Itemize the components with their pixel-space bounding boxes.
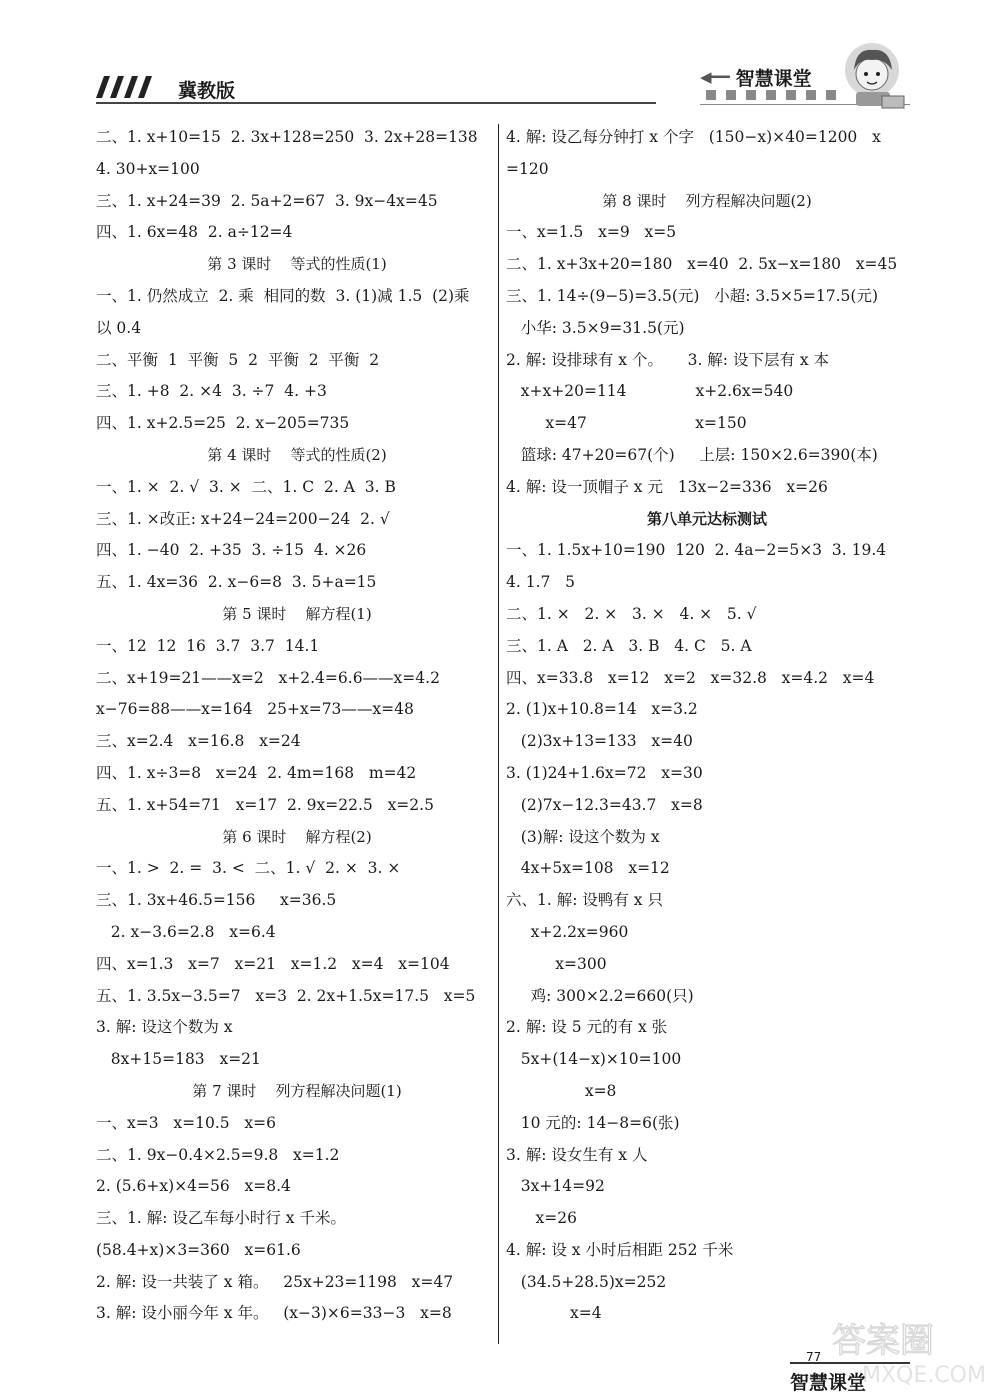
answer-line: 四、x=1.3 x=7 x=21 x=1.2 x=4 x=104 bbox=[96, 954, 450, 973]
answer-column-left bbox=[96, 122, 498, 1330]
answer-line: 四、1. x+2.5=25 2. x−205=735 bbox=[96, 414, 350, 433]
answer-line: 4. 解: 设乙每分钟打 x 个字 (150−x)×40=1200 x bbox=[506, 128, 881, 146]
watermark-text: 答案圈 bbox=[832, 1321, 934, 1361]
answer-line: 四、x=33.8 x=12 x=2 x=32.8 x=4.2 x=4 bbox=[506, 668, 875, 687]
brand-title bbox=[700, 62, 812, 92]
answer-line: 小华: 3.5×9=31.5(元) bbox=[506, 318, 685, 337]
answer-line: 一、12 12 16 3.7 3.7 14.1 bbox=[96, 636, 320, 655]
answer-line: 五、1. x+54=71 x=17 2. 9x=22.5 x=2.5 bbox=[96, 795, 434, 814]
edition-label: 冀教版 bbox=[178, 80, 236, 102]
answer-line: 三、x=2.4 x=16.8 x=24 bbox=[96, 732, 301, 751]
stripes-decoration-icon bbox=[96, 76, 160, 98]
footer-brand: 智慧课堂 bbox=[790, 1372, 867, 1394]
answer-line: 三、1. 14÷(9−5)=3.5(元) 小超: 3.5×5=17.5(元) bbox=[506, 286, 878, 305]
answer-line: 一、1. 仍然成立 2. 乘 相同的数 3. (1)减 1.5 (2)乘 bbox=[96, 286, 470, 305]
answer-line: 一、1. × 2. √ 3. × 二、1. C 2. A 3. B bbox=[96, 477, 396, 496]
answer-line: 四、1. x÷3=8 x=24 2. 4m=168 m=42 bbox=[96, 763, 417, 782]
answer-line: 三、1. +8 2. ×4 3. ÷7 4. +3 bbox=[96, 382, 327, 401]
answer-line: 10 元的: 14−8=6(张) bbox=[506, 1113, 680, 1132]
answer-line: x=8 bbox=[506, 1081, 617, 1100]
answer-line: (2)7x−12.3=43.7 x=8 bbox=[506, 795, 703, 814]
answer-line: 一、1. > 2. = 3. < 二、1. √ 2. × 3. × bbox=[96, 859, 401, 878]
answer-line: 2. (1)x+10.8=14 x=3.2 bbox=[506, 700, 698, 719]
answer-line: x=4 bbox=[506, 1304, 602, 1323]
arrow-left-icon: ◀━━ bbox=[700, 68, 730, 86]
answer-line: 六、1. 解: 设鸭有 x 只 bbox=[506, 891, 663, 910]
answer-line: x−76=88——x=164 25+x=73——x=48 bbox=[96, 700, 414, 719]
answer-line: 2. 解: 设一共装了 x 箱。 25x+23=1198 x=47 bbox=[96, 1272, 454, 1291]
answer-line: 三、1. 解: 设乙车每小时行 x 千米。 bbox=[96, 1209, 346, 1228]
section-heading: 第 4 课时 等式的性质(2) bbox=[207, 445, 387, 464]
answer-line: 一、x=3 x=10.5 x=6 bbox=[96, 1113, 276, 1132]
section-heading: 第 6 课时 解方程(2) bbox=[222, 827, 372, 846]
answer-line: =120 bbox=[506, 159, 549, 178]
answer-line: 4. 1.7 5 bbox=[506, 573, 576, 592]
answer-line: (2)3x+13=133 x=40 bbox=[506, 732, 693, 751]
answer-line: 二、平衡 1 平衡 5 2 平衡 2 平衡 2 bbox=[96, 350, 380, 369]
answer-line: 一、x=1.5 x=9 x=5 bbox=[506, 223, 677, 242]
answer-line: 4x+5x=108 x=12 bbox=[506, 859, 670, 878]
checker-pattern-icon bbox=[706, 90, 846, 100]
answer-line: 五、1. 4x=36 2. x−6=8 3. 5+a=15 bbox=[96, 573, 377, 592]
answer-line: 三、1. 3x+46.5=156 x=36.5 bbox=[96, 891, 337, 910]
answer-line: 二、1. x+3x+20=180 x=40 2. 5x−x=180 x=45 bbox=[506, 255, 898, 274]
answer-line: 三、1. x+24=39 2. 5a+2=67 3. 9x−4x=45 bbox=[96, 191, 438, 210]
answer-line: (3)解: 设这个数为 x bbox=[506, 827, 660, 846]
answer-line: x+x+20=114 x+2.6x=540 bbox=[506, 382, 794, 401]
answer-column-right bbox=[506, 122, 908, 1330]
answer-line: 2. 解: 设 5 元的有 x 张 bbox=[506, 1018, 668, 1037]
watermark-url: MXQE.COM bbox=[862, 1363, 986, 1388]
answer-line: 以 0.4 bbox=[96, 318, 142, 337]
answer-line: (58.4+x)×3=360 x=61.6 bbox=[96, 1240, 301, 1259]
answer-line: 2. (5.6+x)×4=56 x=8.4 bbox=[96, 1177, 291, 1196]
page-number: 77 bbox=[806, 1350, 822, 1364]
answer-line: x=47 x=150 bbox=[506, 414, 747, 433]
section-heading: 第 3 课时 等式的性质(1) bbox=[207, 255, 387, 274]
answer-line: 2. x−3.6=2.8 x=6.4 bbox=[96, 922, 276, 941]
answer-line: 二、x+19=21——x=2 x+2.4=6.6——x=4.2 bbox=[96, 668, 440, 687]
section-heading: 第 8 课时 列方程解决问题(2) bbox=[602, 191, 812, 210]
answer-line: 四、1. −40 2. +35 3. ÷15 4. ×26 bbox=[96, 541, 367, 560]
answer-line: 8x+15=183 x=21 bbox=[96, 1050, 261, 1069]
brand-title-text: 智慧课堂 bbox=[735, 67, 812, 90]
header-rule-left bbox=[96, 102, 656, 104]
answer-line: 2. 解: 设排球有 x 个。 3. 解: 设下层有 x 本 bbox=[506, 350, 830, 369]
answer-line: 三、1. ×改正: x+24−24=200−24 2. √ bbox=[96, 509, 390, 528]
answer-line: 篮球: 47+20=67(个) 上层: 150×2.6=390(本) bbox=[506, 445, 878, 464]
answer-line: x=26 bbox=[506, 1209, 578, 1228]
answer-line: 3. (1)24+1.6x=72 x=30 bbox=[506, 763, 703, 782]
girl-mascot-icon bbox=[838, 40, 908, 112]
page-header bbox=[0, 0, 1000, 120]
answer-line: x+2.2x=960 bbox=[506, 922, 629, 941]
section-heading: 第 5 课时 解方程(1) bbox=[222, 604, 372, 623]
answer-line: 4. 解: 设一顶帽子 x 元 13x−2=336 x=26 bbox=[506, 477, 828, 496]
answer-line: 五、1. 3.5x−3.5=7 x=3 2. 2x+1.5x=17.5 x=5 bbox=[96, 986, 476, 1005]
answer-line: (34.5+28.5)x=252 bbox=[506, 1272, 667, 1291]
answer-line: 鸡: 300×2.2=660(只) bbox=[506, 986, 694, 1005]
watermark-logo bbox=[822, 1310, 990, 1390]
answer-line: 四、1. 6x=48 2. a÷12=4 bbox=[96, 223, 293, 242]
answer-line: 3. 解: 设小丽今年 x 年。 (x−3)×6=33−3 x=8 bbox=[96, 1304, 452, 1323]
answer-line: 一、1. 1.5x+10=190 120 2. 4a−2=5×3 3. 19.4 bbox=[506, 541, 887, 560]
answer-line: 5x+(14−x)×10=100 bbox=[506, 1050, 682, 1069]
column-divider bbox=[498, 124, 499, 1344]
answer-line: 二、1. x+10=15 2. 3x+128=250 3. 2x+28=138 bbox=[96, 128, 478, 146]
section-heading: 第 7 课时 列方程解决问题(1) bbox=[192, 1081, 402, 1100]
answer-line: 二、1. × 2. × 3. × 4. × 5. √ bbox=[506, 604, 757, 623]
answer-line: 三、1. A 2. A 3. B 4. C 5. A bbox=[506, 636, 752, 655]
answer-line: 3. 解: 设这个数为 x bbox=[96, 1018, 233, 1037]
answer-line: 4. 解: 设 x 小时后相距 252 千米 bbox=[506, 1240, 734, 1259]
section-heading: 第八单元达标测试 bbox=[646, 509, 767, 528]
answer-line: 3x+14=92 bbox=[506, 1177, 605, 1196]
answer-line: 3. 解: 设女生有 x 人 bbox=[506, 1145, 648, 1164]
answer-line: x=300 bbox=[506, 954, 607, 973]
answer-line: 二、1. 9x−0.4×2.5=9.8 x=1.2 bbox=[96, 1145, 340, 1164]
answer-line: 4. 30+x=100 bbox=[96, 159, 200, 178]
